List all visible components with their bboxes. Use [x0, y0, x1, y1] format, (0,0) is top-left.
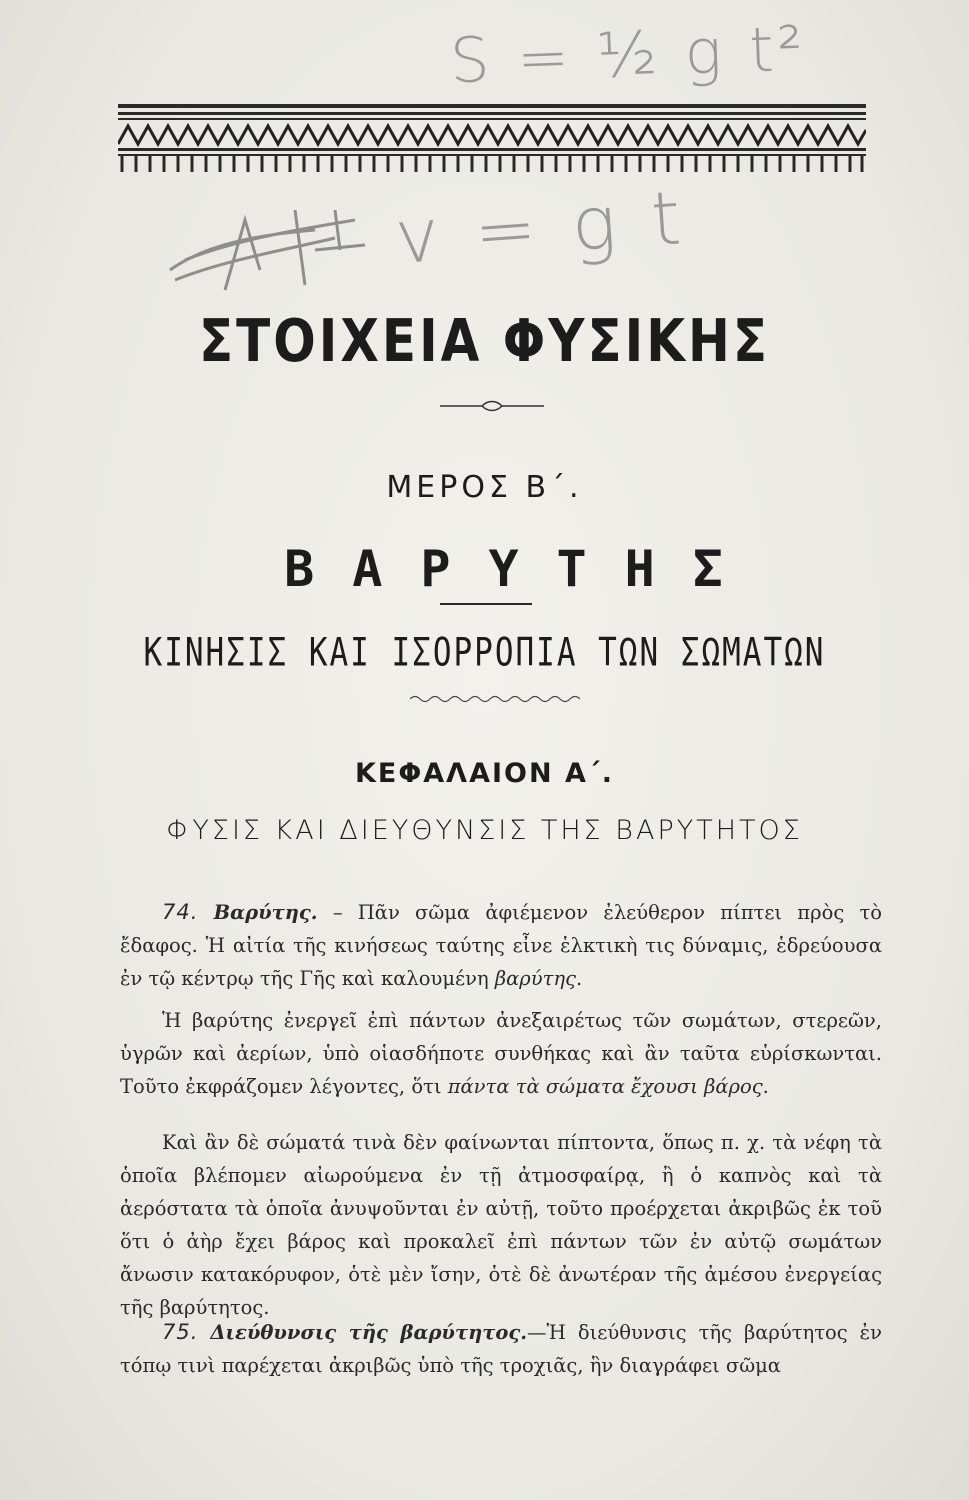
part-subject-title: ΒΑΡΥΤΗΣ	[284, 540, 761, 598]
chapter-title: ΦΥΣΙΣ ΚΑΙ ΔΙΕΥΘΥΝΣΙΣ ΤΗΣ ΒΑΡΥΤΗΤΟΣ	[166, 815, 803, 846]
chapter-label: ΚΕΦΑΛΑΙΟΝ Α΄.	[354, 758, 615, 789]
section-74	[120, 896, 882, 995]
decorative-header-band	[118, 104, 866, 176]
section-75	[120, 1316, 882, 1382]
wavy-divider	[410, 693, 580, 705]
paragraph-italic-text: πάντα τὰ σώματα ἔχουσι βάρος	[447, 1075, 763, 1098]
section-text-end: .	[576, 967, 583, 990]
section-heading: Διεύθυνσις τῆς βαρύτητος.	[210, 1321, 528, 1344]
paragraph-text: Καὶ ἂν δὲ σώματά τινὰ δὲν φαίνωνται πίπτοντα, ὅπως π. χ. τὰ νέφη τὰ ὁποῖα βλέπομεν αἰωρούμενα ἐν τῇ ἀτμοσφαίρᾳ, ἢ ὁ καπνὸς καὶ τὰ ἀερόστατα τὰ ὁποῖα ἀνυψοῦνται ἐν αὐτῇ, τοῦτο προέρχεται ἀκριβῶς ἐκ τοῦ ὅτι ὁ ἀὴρ ἔχει βάρος καὶ προκαλεῖ ἐπὶ πάντων τῶν ἐν αὐτῷ σωμάτων ἄνωσιν κατακόρυφον, ὁτὲ μὲν ἴσην, ὁτὲ δὲ ἀνωτέραν τῆς ἀμέσου ἐνεργείας τῆς βαρύτητος.	[120, 1131, 882, 1319]
section-text: —Ἡ διεύθυνσις τῆς βαρύτητος ἐν τόπῳ τινὶ παρέχεται ἀκριβῶς ὑπὸ τῆς τροχιᾶς, ἣν διαγράφει σῶμα	[120, 1321, 882, 1377]
section-heading: Βαρύτης.	[213, 901, 318, 924]
section-number: 74.	[162, 900, 199, 924]
section-text: – Πᾶν σῶμα ἀφιέμενον ἐλεύθερον πίπτει πρὸς τὸ ἔδαφος. Ἡ αἰτία τῆς κινήσεως ταύτης εἶνε ἑλκτικὴ τις δύναμις, ἑδρεύουσα ἐν τῷ κέντρῳ τῆς Γῆς καὶ καλουμένη	[120, 901, 882, 990]
part-heading: ΜΕΡΟΣ Β΄.	[386, 470, 583, 505]
handwritten-formula-mid: v = g t	[392, 174, 690, 282]
part-subtitle: ΚΙΝΗΣΙΣ ΚΑΙ ΙΣΟΡΡΟΠΙΑ ΤΩΝ ΣΩΜΑΤΩΝ	[143, 630, 826, 676]
section-term: βαρύτης	[494, 967, 576, 990]
handwritten-formula-top: S = ½ g t²	[448, 11, 808, 98]
paragraph-text-end: .	[762, 1075, 769, 1098]
section-74-paragraph-3	[120, 1126, 882, 1324]
book-title: ΣΤΟΙΧΕΙΑ ΦΥΣΙΚΗΣ	[199, 306, 770, 376]
paragraph-text: Ἡ βαρύτης ἐνεργεῖ ἐπὶ πάντων ἀνεξαιρέτως τῶν σωμάτων, στερεῶν, ὑγρῶν καὶ ἀερίων, ὑπὸ οἱασδήποτε συνθήκας καὶ ἂν ταῦτα εὑρίσκωνται. Τοῦτο ἐκφράζομεν λέγοντες, ὅτι	[120, 1009, 882, 1098]
short-divider	[440, 603, 532, 605]
title-divider-ornament	[440, 398, 544, 414]
handwritten-scribble	[165, 190, 395, 300]
section-number: 75.	[162, 1320, 199, 1344]
section-74-paragraph-2	[120, 1004, 882, 1103]
